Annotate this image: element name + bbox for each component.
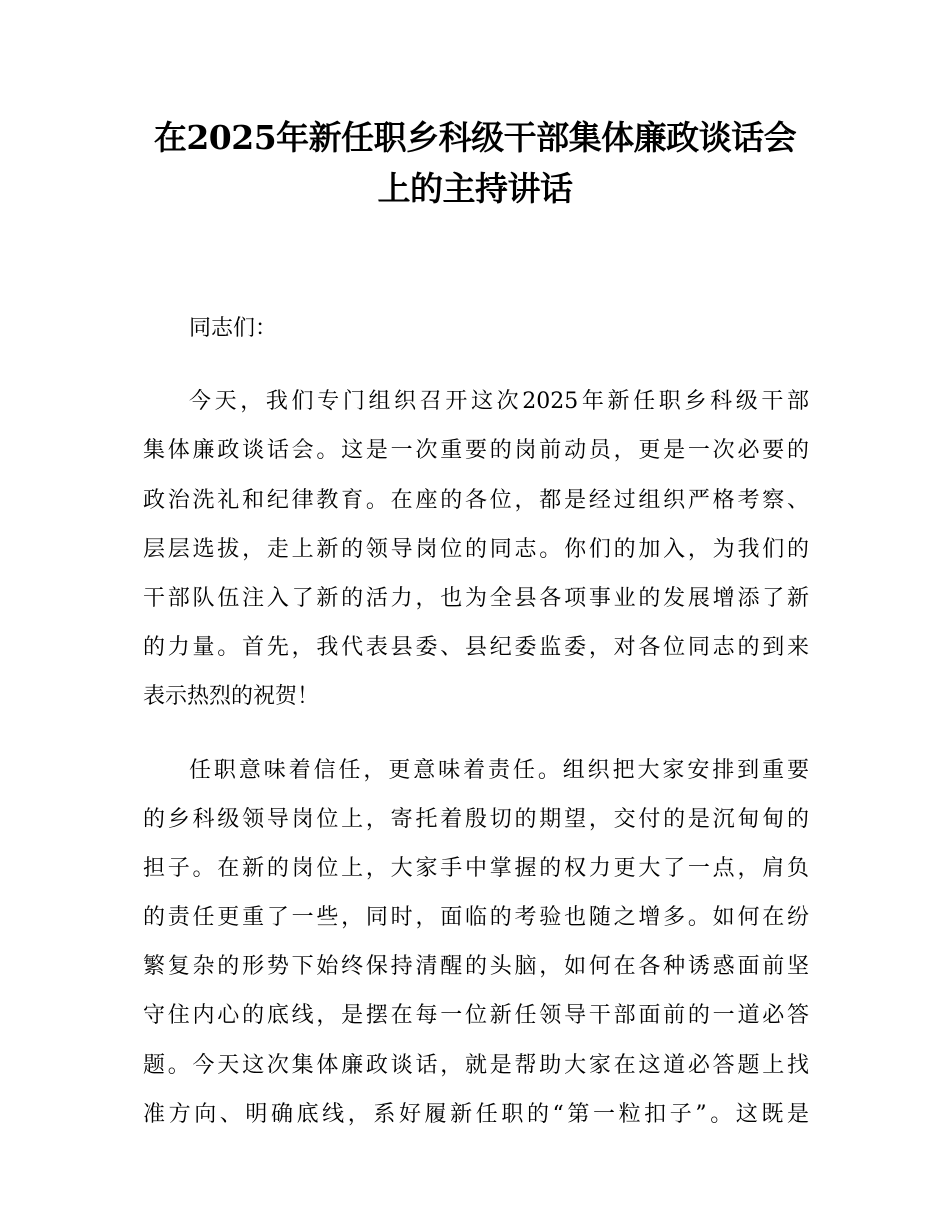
paragraph-line: 题。今天这次集体廉政谈话，就是帮助大家在这道必答题上找 (143, 1052, 809, 1078)
paragraph-line: 准方向、明确底线，系好履新任职的“第一粒扣子”。这既是 (143, 1101, 809, 1127)
paragraph-1 (143, 377, 809, 721)
paragraph-line: 任职意味着信任，更意味着责任。组织把大家安排到重要 (189, 757, 809, 783)
paragraph-line: 的乡科级领导岗位上，寄托着殷切的期望，交付的是沉甸甸的 (143, 806, 809, 832)
paragraph-line: 表示热烈的祝贺！ (143, 684, 320, 710)
document-title (140, 112, 810, 214)
paragraph-line: 的责任更重了一些，同时，面临的考验也随之增多。如何在纷 (143, 905, 809, 931)
paragraph-line: 的力量。首先，我代表县委、县纪委监委，对各位同志的到来 (143, 635, 809, 661)
paragraph-2 (143, 746, 809, 1140)
paragraph-line: 政治洗礼和纪律教育。在座的各位，都是经过组织严格考察、 (143, 487, 809, 513)
title-line-1: 在2025年新任职乡科级干部集体廉政谈话会 (153, 118, 797, 157)
title-line-2: 上的主持讲话 (377, 169, 573, 208)
paragraph-line: 担子。在新的岗位上，大家手中掌握的权力更大了一点，肩负 (143, 855, 809, 881)
paragraph-gap (143, 353, 809, 377)
paragraph-line: 层层选拔，走上新的领导岗位的同志。你们的加入，为我们的 (143, 536, 809, 562)
paragraph-gap (143, 722, 809, 746)
paragraph-line: 繁复杂的形势下始终保持清醒的头脑，如何在各种诱惑面前坚 (143, 954, 809, 980)
paragraph-line: 今天，我们专门组织召开这次2025年新任职乡科级干部 (189, 389, 809, 415)
paragraph-line: 集体廉政谈话会。这是一次重要的岗前动员，更是一次必要的 (143, 438, 809, 464)
paragraph-line: 干部队伍注入了新的活力，也为全县各项事业的发展增添了新 (143, 585, 809, 611)
salutation: 同志们： (189, 316, 278, 341)
paragraph-line: 守住内心的底线，是摆在每一位新任领导干部面前的一道必答 (143, 1003, 809, 1029)
document-body (143, 304, 809, 1139)
